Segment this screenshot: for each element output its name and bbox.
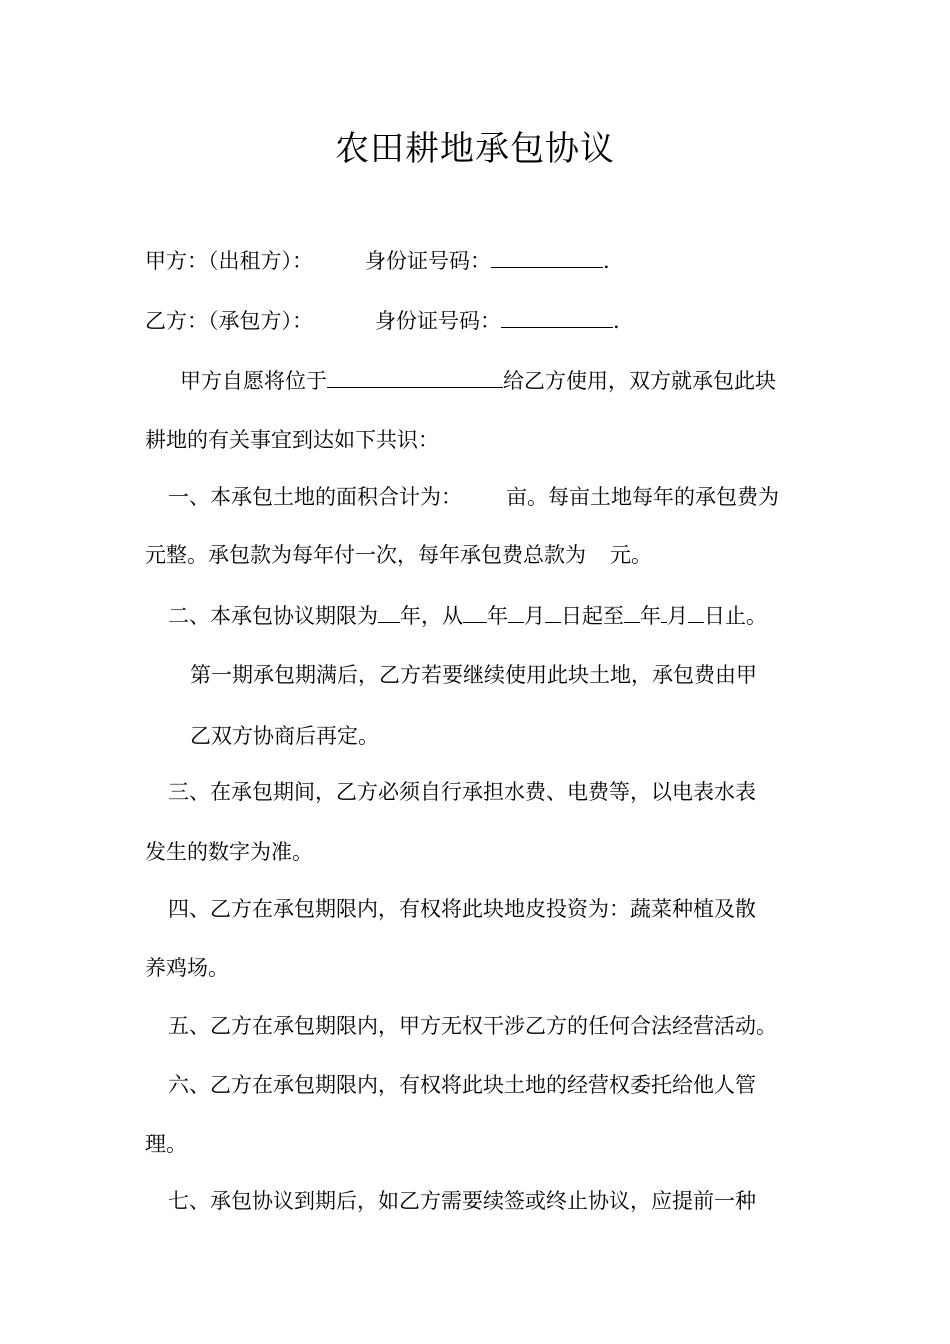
start-day-blank	[545, 602, 561, 623]
clause-1-text-c: 元整。承包款为每年付一次，每年承包费总款为	[145, 543, 586, 567]
clause-1-text-d: 元。	[610, 543, 652, 567]
start-month-blank	[508, 602, 524, 623]
clause-2-text-5: 日起至	[561, 604, 624, 628]
clause-2-text-3: 年	[487, 604, 508, 628]
clause-1-text-b: 亩。每亩土地每年的承包费为	[506, 485, 779, 509]
end-day-blank	[688, 602, 704, 623]
clause-4-line-2: 养鸡场。	[145, 956, 229, 980]
party-b-period: .	[613, 309, 620, 333]
location-blank	[327, 367, 503, 388]
clause-3-line-1: 三、在承包期间，乙方必须自行承担水费、电费等，以电表水表	[168, 780, 756, 804]
clause-1-line-2	[145, 540, 652, 570]
party-b-line	[145, 306, 620, 336]
party-a-id-blank	[491, 247, 603, 268]
clause-1-text-a: 一、本承包土地的面积合计为：	[168, 485, 462, 509]
clause-5-line-1: 五、乙方在承包期限内，甲方无权干涉乙方的任何合法经营活动。	[168, 1014, 777, 1038]
party-b-label: 乙方：（承包方）：	[145, 309, 313, 333]
party-b-id-label: 身份证号码：	[375, 309, 501, 333]
term-years-blank	[378, 602, 400, 623]
clause-7-line-1: 七、承包协议到期后，如乙方需要续签或终止协议，应提前一种	[168, 1189, 756, 1213]
clause-2-text-2: 年，从	[400, 604, 463, 628]
intro-text-b: 给乙方使用，双方就承包此块	[503, 369, 776, 393]
party-a-id-label: 身份证号码：	[365, 249, 491, 273]
clause-6-line-2: 理。	[145, 1132, 187, 1156]
party-a-period: .	[603, 249, 610, 273]
party-b-id-blank	[501, 307, 613, 328]
clause-2-text-1: 二、本承包协议期限为	[168, 604, 378, 628]
intro-line-2: 耕地的有关事宜到达如下共识：	[145, 428, 439, 452]
clause-3-line-2: 发生的数字为准。	[145, 840, 313, 864]
clause-2-text-6: 年	[640, 604, 661, 628]
end-year-blank	[624, 602, 640, 623]
clause-4-line-1: 四、乙方在承包期限内，有权将此块地皮投资为：蔬菜种植及散	[168, 897, 756, 921]
clause-2-sub-line-2: 乙双方协商后再定。	[190, 724, 379, 748]
intro-text-a: 甲方自愿将位于	[180, 369, 327, 393]
clause-2-text-4: 月	[524, 604, 545, 628]
party-a-label: 甲方：（出租方）：	[145, 249, 313, 273]
party-a-line	[145, 246, 610, 276]
start-year-blank	[463, 602, 487, 623]
intro-line-1	[180, 366, 776, 396]
clause-2-line-1	[168, 601, 767, 631]
clause-1-line-1	[168, 482, 779, 512]
document-title: 农田耕地承包协议	[335, 129, 615, 169]
clause-6-line-1: 六、乙方在承包期限内，有权将此块土地的经营权委托给他人管	[168, 1073, 756, 1097]
clause-2-text-7: 月	[667, 604, 688, 628]
clause-2-sub-line-1: 第一期承包期满后，乙方若要继续使用此块土地，承包费由甲	[190, 663, 757, 687]
clause-2-text-8: 日止。	[704, 604, 767, 628]
